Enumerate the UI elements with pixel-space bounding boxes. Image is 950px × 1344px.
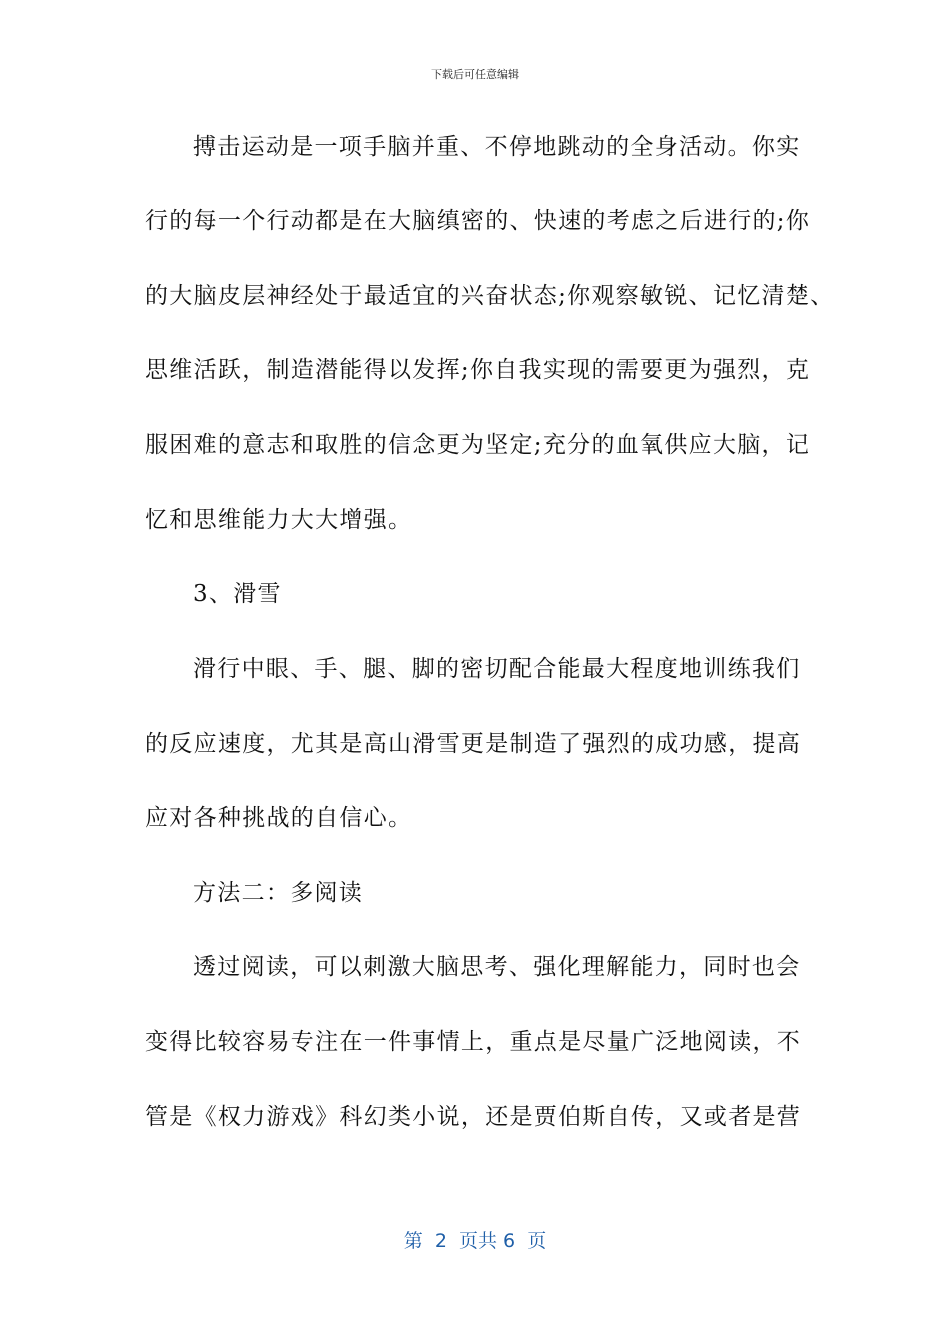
paragraph-line: 应对各种挑战的自信心。	[145, 805, 413, 831]
paragraph-line: 管是《权力游戏》科幻类小说，还是贾伯斯自传，又或者是营	[145, 1104, 802, 1130]
paragraph-line: 滑行中眼、手、腿、脚的密切配合能最大程度地训练我们	[193, 656, 801, 682]
paragraph-line: 思维活跃，制造潜能得以发挥;你自我实现的需要更为强烈，克	[145, 357, 811, 383]
section-heading: 3、滑雪	[193, 581, 282, 607]
paragraph-line: 透过阅读，可以刺激大脑思考、强化理解能力，同时也会	[193, 954, 801, 980]
paragraph-line: 行的每一个行动都是在大脑缜密的、快速的考虑之后进行的;你	[145, 208, 811, 234]
page-number-footer: 第 2 页共 6 页	[403, 1230, 547, 1252]
paragraph-line: 的反应速度，尤其是高山滑雪更是制造了强烈的成功感，提高	[145, 731, 802, 757]
paragraph-line: 服困难的意志和取胜的信念更为坚定;充分的血氧供应大脑，记	[145, 432, 811, 458]
paragraph-line: 忆和思维能力大大增强。	[145, 507, 413, 533]
section-heading: 方法二：多阅读	[193, 880, 364, 906]
paragraph-line: 的大脑皮层神经处于最适宜的兴奋状态;你观察敏锐、记忆清楚、	[145, 283, 835, 309]
paragraph-line: 搏击运动是一项手脑并重、不停地跳动的全身活动。你实	[193, 134, 801, 160]
header-note: 下载后可任意编辑	[431, 68, 519, 81]
paragraph-line: 变得比较容易专注在一件事情上，重点是尽量广泛地阅读，不	[145, 1029, 802, 1055]
